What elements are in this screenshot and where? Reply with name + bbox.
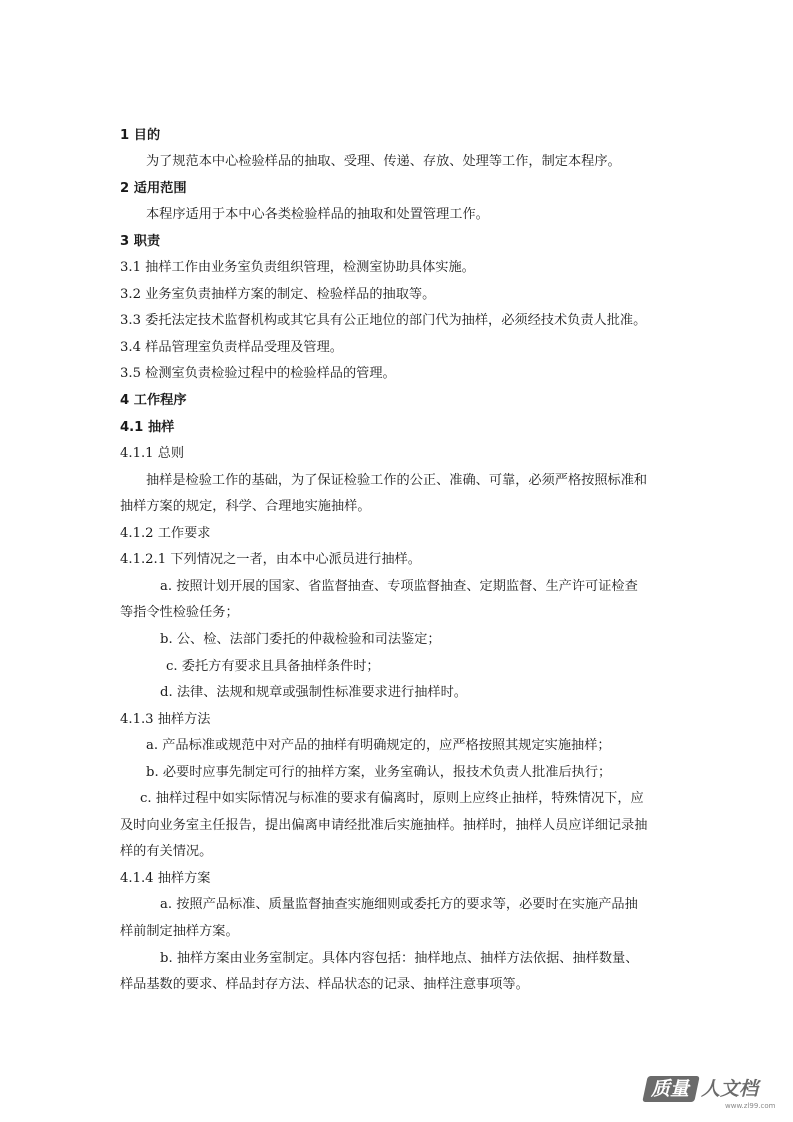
heading-responsibility: 3 职责 xyxy=(120,234,161,249)
paragraph: 样的有关情况。 xyxy=(120,844,213,859)
heading-procedure: 4 工作程序 xyxy=(120,393,187,408)
list-item: c. 抽样过程中如实际情况与标准的要求有偏离时，原则上应终止抽样，特殊情况下，应 xyxy=(140,791,644,806)
subheading: 4.1.2 工作要求 xyxy=(120,526,211,541)
subheading: 4.1.3 抽样方法 xyxy=(120,712,211,727)
paragraph: 样前制定抽样方案。 xyxy=(120,924,239,939)
paragraph: 等指令性检验任务； xyxy=(120,605,239,620)
paragraph: 抽样是检验工作的基础，为了保证检验工作的公正、准确、可靠，必须严格按照标准和 xyxy=(146,473,648,488)
watermark-box-text: 质量 xyxy=(651,1078,690,1100)
list-item: c. 委托方有要求且具备抽样条件时； xyxy=(166,659,380,674)
paragraph: 4.1.2.1 下列情况之一者，由本中心派员进行抽样。 xyxy=(120,552,421,567)
paragraph: 样品基数的要求、样品封存方法、样品状态的记录、抽样注意事项等。 xyxy=(120,977,529,992)
watermark-text: 人文档 xyxy=(701,1078,759,1100)
paragraph: 3.2 业务室负责抽样方案的制定、检验样品的抽取等。 xyxy=(120,287,436,302)
list-item: b. 必要时应事先制定可行的抽样方案，业务室确认，报技术负责人批准后执行； xyxy=(146,765,612,780)
list-item: b. 公、检、法部门委托的仲裁检验和司法鉴定； xyxy=(160,632,441,647)
watermark-url: www.zl99.com xyxy=(725,1102,776,1110)
list-item: a. 按照计划开展的国家、省监督抽查、专项监督抽查、定期监督、生产许可证检查 xyxy=(160,579,638,594)
list-item: b. 抽样方案由业务室制定。具体内容包括：抽样地点、抽样方法依据、抽样数量、 xyxy=(160,951,639,966)
paragraph: 3.5 检测室负责检验过程中的检验样品的管理。 xyxy=(120,366,396,381)
list-item: a. 产品标准或规范中对产品的抽样有明确规定的，应严格按照其规定实施抽样； xyxy=(146,738,611,753)
paragraph: 抽样方案的规定，科学、合理地实施抽样。 xyxy=(120,499,371,514)
subheading: 4.1.1 总则 xyxy=(120,446,185,461)
paragraph: 本程序适用于本中心各类检验样品的抽取和处置管理工作。 xyxy=(146,207,489,222)
heading-sampling: 4.1 抽样 xyxy=(120,420,175,435)
paragraph: 3.4 样品管理室负责样品受理及管理。 xyxy=(120,340,343,355)
paragraph: 3.3 委托法定技术监督机构或其它具有公正地位的部门代为抽样，必须经技术负责人批准。 xyxy=(120,313,647,328)
paragraph: 及时向业务室主任报告，提出偏离申请经批准后实施抽样。抽样时，抽样人员应详细记录抽 xyxy=(120,818,648,833)
list-item: d. 法律、法规和规章或强制性标准要求进行抽样时。 xyxy=(160,685,467,700)
list-item: a. 按照产品标准、质量监督抽查实施细则或委托方的要求等，必要时在实施产品抽 xyxy=(160,897,638,912)
subheading: 4.1.4 抽样方案 xyxy=(120,871,211,886)
paragraph: 为了规范本中心检验样品的抽取、受理、传递、存放、处理等工作，制定本程序。 xyxy=(146,154,621,169)
heading-purpose: 1 目的 xyxy=(120,128,161,143)
paragraph: 3.1 抽样工作由业务室负责组织管理，检测室协助具体实施。 xyxy=(120,260,475,275)
watermark-logo xyxy=(645,1072,785,1112)
heading-scope: 2 适用范围 xyxy=(120,181,187,196)
